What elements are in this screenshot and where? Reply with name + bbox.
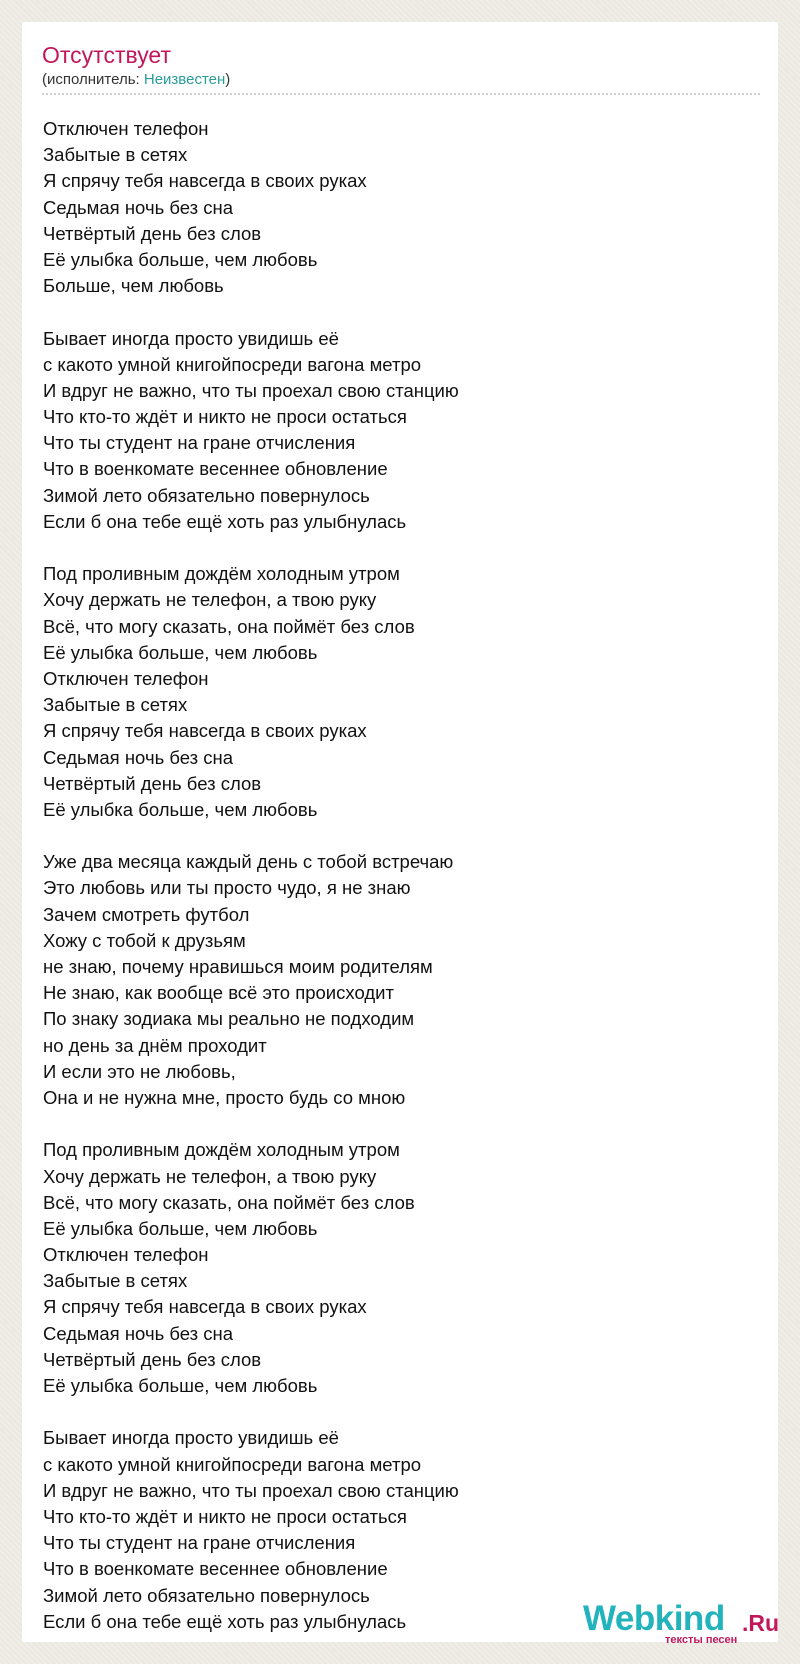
lyric-line: И вдруг не важно, что ты проехал свою станцию xyxy=(43,1479,459,1501)
lyric-line: Зачем смотреть футбол xyxy=(43,903,250,925)
lyric-line: Зимой лето обязательно повернулось xyxy=(43,1584,370,1606)
stanza-gap xyxy=(43,823,763,849)
lyric-line: Я спрячу тебя навсегда в своих руках xyxy=(43,720,367,742)
logo-wordmark: Webkind xyxy=(583,1599,725,1638)
lyric-line: Это любовь или ты просто чудо, я не знаю xyxy=(43,877,411,899)
stanza-gap xyxy=(43,299,763,325)
lyric-line: Седьмая ночь без сна xyxy=(43,1322,234,1344)
lyric-line: но день за днём проходит xyxy=(43,1034,267,1056)
song-title: Отсутствует xyxy=(42,42,171,68)
lyric-line: Хожу с тобой к друзьям xyxy=(43,929,246,951)
lyric-line: Бывает иногда просто увидишь её xyxy=(43,1427,339,1449)
logo-tld: .Ru xyxy=(742,1610,780,1636)
lyric-line: Отключен телефон xyxy=(43,118,209,139)
lyrics-card xyxy=(22,22,780,1646)
lyric-line: Хочу держать не телефон, а твою руку xyxy=(43,589,377,611)
lyric-line: Её улыбка больше, чем любовь xyxy=(43,641,318,663)
lyric-line: не знаю, почему нравишься моим родителям xyxy=(43,956,433,977)
lyric-line: Четвёртый день без слов xyxy=(43,222,262,244)
stanza-gap xyxy=(43,1111,763,1137)
lyric-line: Забытые в сетях xyxy=(43,1270,188,1292)
lyric-line: Её улыбка больше, чем любовь xyxy=(43,1375,318,1396)
lyric-line: Четвёртый день без слов xyxy=(43,1348,262,1370)
lyric-line: Что ты студент на гране отчисления xyxy=(43,432,356,454)
lyric-line: Если б она тебе ещё хоть раз улыбнулась xyxy=(43,1610,407,1632)
lyric-line: Под проливным дождём холодным утром xyxy=(43,563,400,585)
lyrics-body xyxy=(43,116,763,1635)
artist-suffix: ) xyxy=(225,71,231,88)
lyric-line: Седьмая ночь без сна xyxy=(43,746,234,768)
lyric-line: Что кто-то ждёт и никто не проси остаться xyxy=(43,406,407,428)
lyric-line: Зимой лето обязательно повернулось xyxy=(43,484,370,506)
lyric-line: Что в военкомате весеннее обновление xyxy=(43,458,388,480)
lyric-line: Если б она тебе ещё хоть раз улыбнулась xyxy=(43,510,407,532)
lyric-line: с какото умной книгойпосреди вагона метро xyxy=(43,353,422,375)
site-logo[interactable] xyxy=(583,1599,783,1649)
stanza-gap xyxy=(43,535,763,561)
lyric-line: И вдруг не важно, что ты проехал свою станцию xyxy=(43,379,459,401)
lyric-line: Отключен телефон xyxy=(43,667,209,689)
lyric-line: Что ты студент на гране отчисления xyxy=(43,1532,356,1554)
artist-link[interactable]: Неизвестен xyxy=(143,71,226,88)
lyric-line: Четвёртый день без слов xyxy=(43,772,262,794)
lyric-line: Бывает иногда просто увидишь её xyxy=(43,327,339,349)
lyric-line: Её улыбка больше, чем любовь xyxy=(43,248,318,270)
lyric-line: Я спрячу тебя навсегда в своих руках xyxy=(43,1296,367,1318)
lyric-line: Седьмая ночь без сна xyxy=(43,196,234,218)
lyric-line: Больше, чем любовь xyxy=(43,275,224,297)
lyric-line: Всё, что могу сказать, она поймёт без слов xyxy=(43,615,415,637)
lyric-line: Её улыбка больше, чем любовь xyxy=(43,1217,318,1239)
lyric-line: Хочу держать не телефон, а твою руку xyxy=(43,1165,377,1187)
lyric-line: Забытые в сетях xyxy=(43,694,188,716)
lyric-line: Отключен телефон xyxy=(43,1244,209,1266)
artist-line xyxy=(42,71,230,89)
stanza-gap xyxy=(43,1399,763,1425)
lyric-line: Она и не нужна мне, просто будь со мною xyxy=(43,1086,406,1108)
lyric-line: Забытые в сетях xyxy=(43,144,188,166)
lyric-line: Её улыбка больше, чем любовь xyxy=(43,798,318,820)
logo-tagline: тексты песен xyxy=(665,1634,738,1646)
lyric-line: Что кто-то ждёт и никто не проси остаться xyxy=(43,1505,407,1527)
title-divider xyxy=(42,93,760,95)
lyric-line: Уже два месяца каждый день с тобой встречаю xyxy=(43,851,454,873)
lyric-line: И если это не любовь, xyxy=(43,1060,236,1082)
lyric-line: с какото умной книгойпосреди вагона метро xyxy=(43,1453,422,1475)
lyric-line: Что в военкомате весеннее обновление xyxy=(43,1558,388,1580)
lyric-line: По знаку зодиака мы реально не подходим xyxy=(43,1008,415,1030)
lyric-line: Я спрячу тебя навсегда в своих руках xyxy=(43,170,367,192)
lyric-line: Всё, что могу сказать, она поймёт без слов xyxy=(43,1191,415,1213)
lyric-line: Не знаю, как вообще всё это происходит xyxy=(43,982,394,1004)
artist-prefix: (исполнитель: xyxy=(42,71,144,88)
lyric-line: Под проливным дождём холодным утром xyxy=(43,1139,400,1161)
